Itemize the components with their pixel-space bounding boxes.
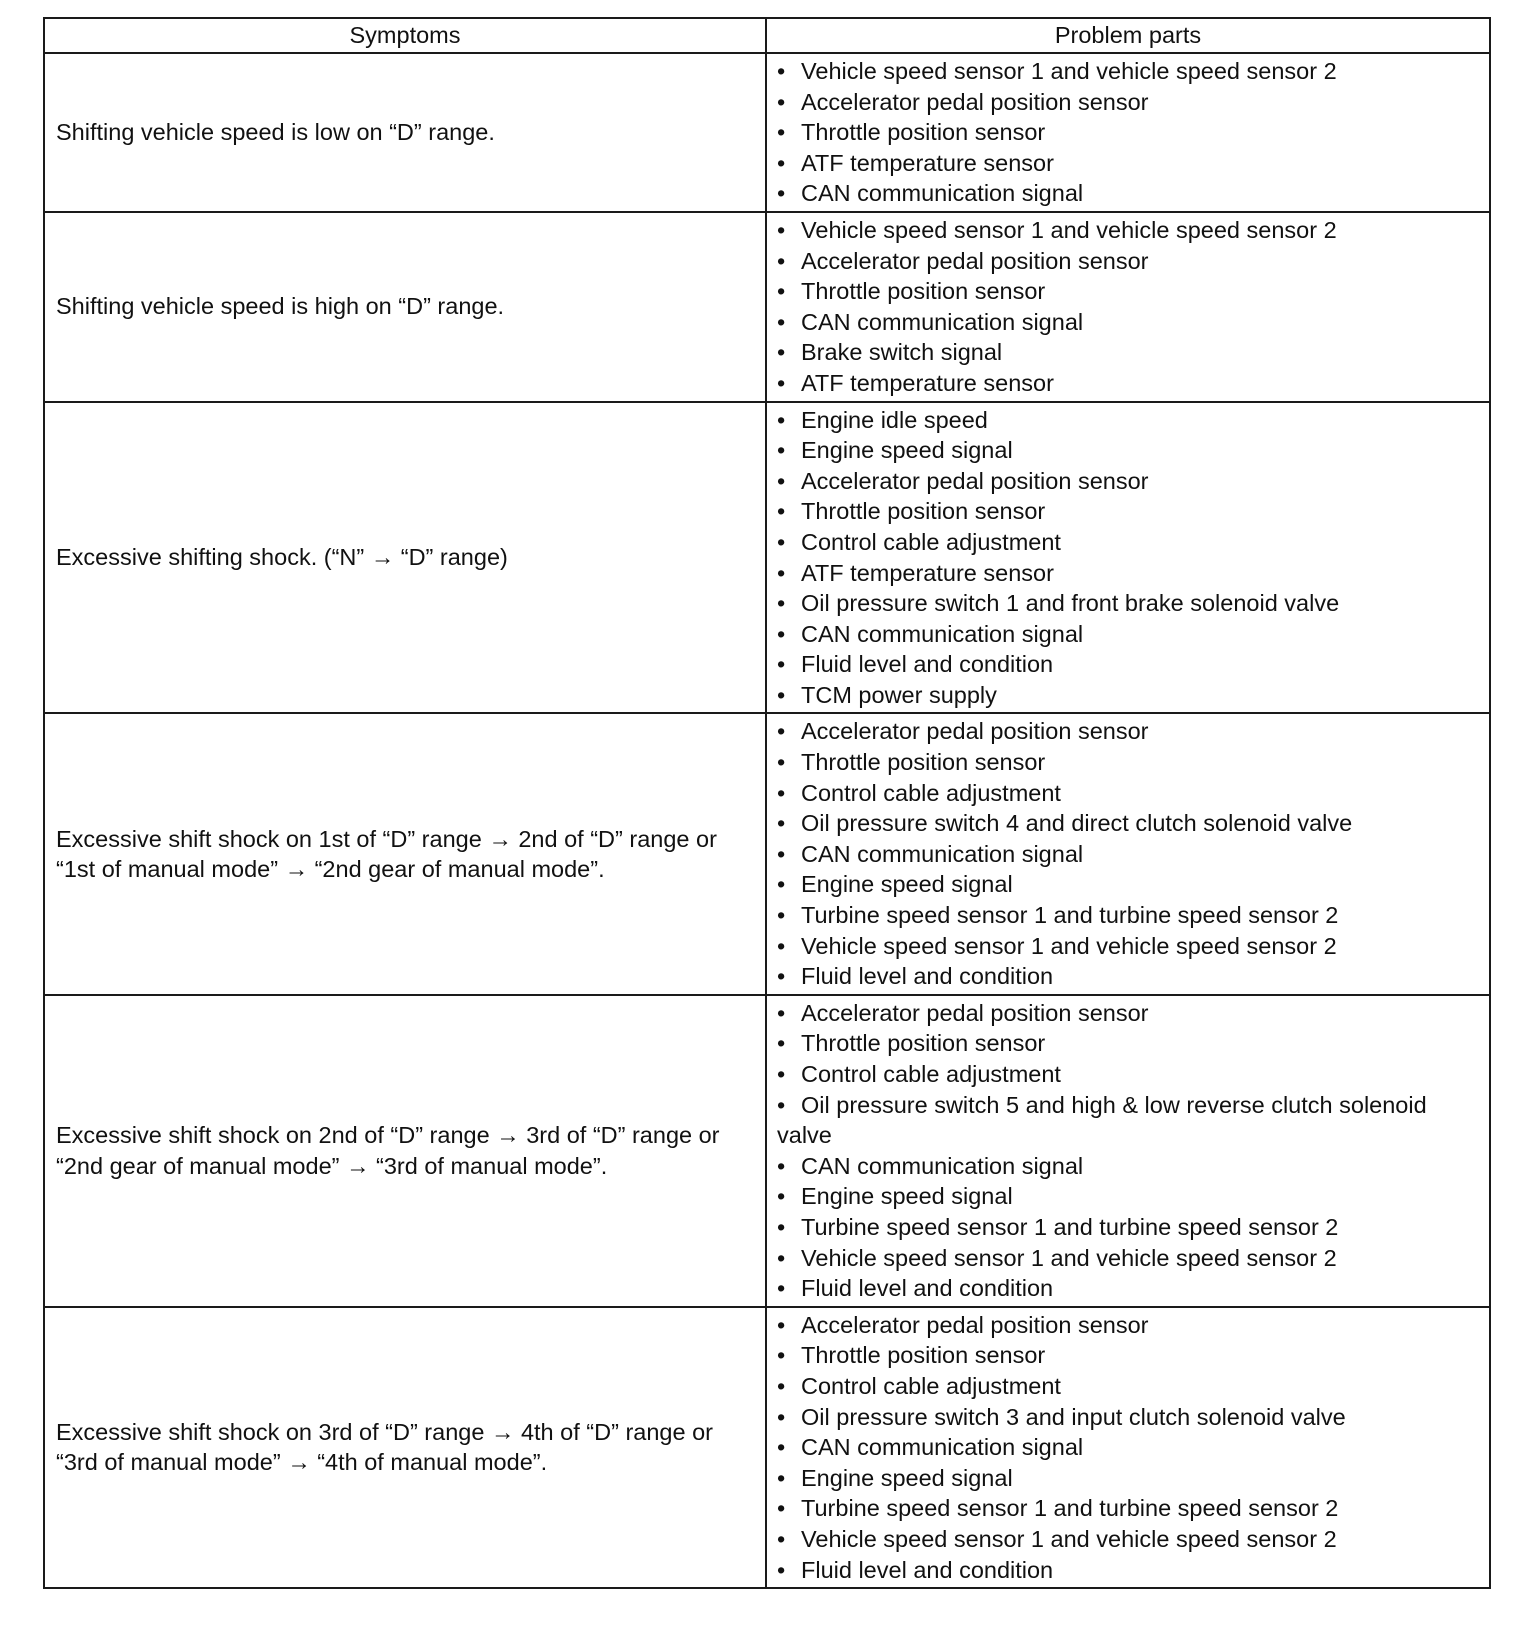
bullet-icon: •: [777, 149, 786, 176]
table-row: [44, 402, 1490, 714]
symptom-text-line: “2nd gear of manual mode” → “3rd of manual mode”.: [56, 1152, 608, 1179]
bullet-icon: •: [777, 119, 786, 146]
symptom-cell: [44, 713, 766, 994]
bullet-icon: •: [777, 871, 786, 898]
bullet-icon: •: [777, 88, 786, 115]
problem-part-text: Fluid level and condition: [801, 1275, 1054, 1302]
bullet-icon: •: [777, 1525, 786, 1552]
problem-part-text: Turbine speed sensor 1 and turbine speed sensor 2: [801, 1213, 1339, 1240]
bullet-icon: •: [777, 369, 786, 396]
problem-part-text: Accelerator pedal position sensor: [801, 999, 1149, 1026]
bullet-icon: •: [777, 406, 786, 433]
problem-part-item: [777, 1090, 1479, 1151]
problem-part-text: CAN communication signal: [801, 180, 1084, 207]
bullet-icon: •: [777, 1030, 786, 1057]
problem-part-item: [777, 1181, 1479, 1212]
problem-parts-list: [777, 1310, 1479, 1585]
problem-part-item: [777, 276, 1479, 307]
problem-part-text: Turbine speed sensor 1 and turbine speed sensor 2: [801, 1495, 1339, 1522]
problem-part-item: [777, 931, 1479, 962]
symptom-cell: [44, 995, 766, 1307]
symptom-table-container: [43, 17, 1489, 1589]
problem-part-text: Vehicle speed sensor 1 and vehicle speed sensor 2: [801, 58, 1337, 84]
problem-part-text: Engine speed signal: [801, 1464, 1013, 1491]
problem-part-text: Vehicle speed sensor 1 and vehicle speed sensor 2: [801, 1525, 1337, 1552]
problem-part-text: Accelerator pedal position sensor: [801, 718, 1149, 745]
bullet-icon: •: [777, 1434, 786, 1461]
problem-part-item: [777, 87, 1479, 118]
bullet-icon: •: [777, 1372, 786, 1399]
symptom-text-line: Shifting vehicle speed is low on “D” range.: [56, 119, 495, 146]
bullet-icon: •: [777, 1213, 786, 1240]
problem-part-item: [777, 496, 1479, 527]
problem-part-item: [777, 368, 1479, 399]
problem-parts-cell: [766, 713, 1490, 994]
problem-part-item: [777, 1371, 1479, 1402]
problem-part-item: [777, 405, 1479, 436]
problem-part-item: [777, 778, 1479, 809]
symptom-text-line: “1st of manual mode” → “2nd gear of manual mode”.: [56, 856, 605, 883]
symptoms-column-header: Symptoms: [44, 18, 766, 53]
bullet-icon: •: [777, 1275, 786, 1302]
problem-part-item: [777, 1028, 1479, 1059]
problem-part-item: [777, 1340, 1479, 1371]
bullet-icon: •: [777, 963, 786, 990]
problem-part-item: [777, 337, 1479, 368]
problem-part-text: Throttle position sensor: [801, 749, 1046, 776]
problem-part-item: [777, 1555, 1479, 1586]
problem-parts-cell: [766, 995, 1490, 1307]
problem-part-item: [777, 1151, 1479, 1182]
problem-parts-cell: [766, 53, 1490, 212]
problem-part-text: Throttle position sensor: [801, 498, 1046, 525]
problem-part-item: [777, 1273, 1479, 1304]
bullet-icon: •: [777, 308, 786, 335]
problem-parts-cell: [766, 212, 1490, 402]
problem-part-item: [777, 1243, 1479, 1274]
problem-part-text: Accelerator pedal position sensor: [801, 88, 1149, 115]
bullet-icon: •: [777, 620, 786, 647]
problem-part-item: [777, 1212, 1479, 1243]
problem-part-item: [777, 307, 1479, 338]
problem-part-text: CAN communication signal: [801, 308, 1084, 335]
problem-part-item: [777, 246, 1479, 277]
symptom-text-line: Excessive shift shock on 1st of “D” range → 2nd of “D” range or: [56, 825, 717, 852]
problem-part-item: [777, 117, 1479, 148]
table-row: [44, 713, 1490, 994]
problem-part-item: [777, 1310, 1479, 1341]
bullet-icon: •: [777, 528, 786, 555]
problem-part-text: Turbine speed sensor 1 and turbine speed sensor 2: [801, 902, 1339, 929]
bullet-icon: •: [777, 1403, 786, 1430]
table-header-row: [44, 18, 1490, 53]
bullet-icon: •: [777, 58, 786, 84]
symptom-cell: [44, 1307, 766, 1588]
problem-part-item: [777, 1402, 1479, 1433]
problem-part-item: [777, 998, 1479, 1029]
bullet-icon: •: [777, 1152, 786, 1179]
problem-part-item: [777, 619, 1479, 650]
problem-part-text: Control cable adjustment: [801, 1372, 1061, 1399]
problem-parts-list: [777, 215, 1479, 399]
problem-part-item: [777, 900, 1479, 931]
bullet-icon: •: [777, 216, 786, 243]
problem-parts-column-header: Problem parts: [766, 18, 1490, 53]
problem-parts-list: [777, 56, 1479, 209]
bullet-icon: •: [777, 902, 786, 929]
problem-part-text: Oil pressure switch 3 and input clutch solenoid valve: [801, 1403, 1346, 1430]
bullet-icon: •: [777, 1061, 786, 1087]
table-row: [44, 995, 1490, 1307]
bullet-icon: •: [777, 467, 786, 494]
bullet-icon: •: [777, 559, 786, 586]
problem-part-text: CAN communication signal: [801, 620, 1084, 647]
table-row: [44, 212, 1490, 402]
bullet-icon: •: [777, 498, 786, 525]
problem-part-text: Vehicle speed sensor 1 and vehicle speed sensor 2: [801, 1244, 1337, 1271]
problem-part-text: Oil pressure switch 5 and high & low reverse clutch solenoid valve: [777, 1091, 1427, 1149]
problem-part-text: Fluid level and condition: [801, 1556, 1054, 1583]
problem-part-text: Throttle position sensor: [801, 1342, 1046, 1369]
problem-parts-list: [777, 716, 1479, 991]
bullet-icon: •: [777, 437, 786, 464]
problem-part-text: TCM power supply: [801, 681, 997, 708]
problem-part-text: Oil pressure switch 4 and direct clutch solenoid valve: [801, 810, 1353, 837]
problem-part-text: Accelerator pedal position sensor: [801, 247, 1149, 274]
problem-part-item: [777, 1432, 1479, 1463]
problem-part-item: [777, 527, 1479, 558]
table-row: [44, 1307, 1490, 1588]
symptom-text-line: Excessive shifting shock. (“N” → “D” range): [56, 544, 508, 571]
bullet-icon: •: [777, 1556, 786, 1583]
bullet-icon: •: [777, 1464, 786, 1491]
bullet-icon: •: [777, 1183, 786, 1210]
problem-part-text: Control cable adjustment: [801, 779, 1061, 806]
problem-part-item: [777, 56, 1479, 87]
bullet-icon: •: [777, 278, 786, 305]
problem-parts-cell: [766, 402, 1490, 714]
table-row: [44, 53, 1490, 212]
problem-part-item: [777, 680, 1479, 711]
bullet-icon: •: [777, 779, 786, 806]
problem-part-item: [777, 215, 1479, 246]
problem-part-text: Accelerator pedal position sensor: [801, 1311, 1149, 1338]
bullet-icon: •: [777, 1342, 786, 1369]
problem-part-item: [777, 1493, 1479, 1524]
bullet-icon: •: [777, 1091, 786, 1118]
bullet-icon: •: [777, 999, 786, 1026]
problem-part-text: CAN communication signal: [801, 1152, 1084, 1179]
problem-part-item: [777, 1524, 1479, 1555]
problem-part-item: [777, 466, 1479, 497]
problem-part-text: ATF temperature sensor: [801, 559, 1054, 586]
problem-part-text: Vehicle speed sensor 1 and vehicle speed sensor 2: [801, 216, 1337, 243]
table-body: [44, 53, 1490, 1588]
problem-part-text: Vehicle speed sensor 1 and vehicle speed sensor 2: [801, 932, 1337, 959]
symptom-text-line: Shifting vehicle speed is high on “D” range.: [56, 293, 505, 320]
problem-part-item: [777, 1059, 1479, 1090]
bullet-icon: •: [777, 651, 786, 678]
problem-part-item: [777, 1463, 1479, 1494]
problem-part-text: CAN communication signal: [801, 840, 1084, 867]
problem-part-text: Accelerator pedal position sensor: [801, 467, 1149, 494]
bullet-icon: •: [777, 180, 786, 207]
bullet-icon: •: [777, 810, 786, 837]
problem-part-item: [777, 649, 1479, 680]
bullet-icon: •: [777, 749, 786, 776]
problem-part-text: Oil pressure switch 1 and front brake solenoid valve: [801, 590, 1340, 617]
bullet-icon: •: [777, 1244, 786, 1271]
bullet-icon: •: [777, 590, 786, 617]
problem-part-text: Throttle position sensor: [801, 119, 1046, 146]
symptom-text-line: Excessive shift shock on 3rd of “D” range → 4th of “D” range or: [56, 1418, 713, 1445]
symptom-cell: [44, 212, 766, 402]
problem-parts-list: [777, 998, 1479, 1304]
symptom-cell: [44, 402, 766, 714]
problem-part-item: [777, 178, 1479, 209]
problem-part-text: Engine speed signal: [801, 437, 1013, 464]
problem-part-item: [777, 588, 1479, 619]
problem-part-text: Engine speed signal: [801, 1183, 1013, 1210]
problem-part-item: [777, 961, 1479, 992]
problem-part-item: [777, 869, 1479, 900]
symptom-text-line: Excessive shift shock on 2nd of “D” range → 3rd of “D” range or: [56, 1122, 720, 1149]
symptoms-problem-parts-table: [43, 17, 1491, 1589]
problem-part-text: Brake switch signal: [801, 339, 1003, 366]
problem-part-item: [777, 808, 1479, 839]
problem-part-text: Fluid level and condition: [801, 651, 1054, 678]
problem-part-item: [777, 558, 1479, 589]
problem-part-text: Engine speed signal: [801, 871, 1013, 898]
bullet-icon: •: [777, 718, 786, 745]
problem-part-item: [777, 435, 1479, 466]
problem-part-text: Control cable adjustment: [801, 1061, 1061, 1087]
symptom-cell: [44, 53, 766, 212]
problem-part-item: [777, 148, 1479, 179]
problem-parts-cell: [766, 1307, 1490, 1588]
problem-part-text: Throttle position sensor: [801, 1030, 1046, 1057]
problem-part-text: ATF temperature sensor: [801, 369, 1054, 396]
bullet-icon: •: [777, 1311, 786, 1338]
problem-part-text: ATF temperature sensor: [801, 149, 1054, 176]
bullet-icon: •: [777, 247, 786, 274]
problem-part-text: Engine idle speed: [801, 406, 988, 433]
problem-part-item: [777, 747, 1479, 778]
problem-part-text: Throttle position sensor: [801, 278, 1046, 305]
bullet-icon: •: [777, 840, 786, 867]
problem-parts-list: [777, 405, 1479, 711]
symptom-text-line: “3rd of manual mode” → “4th of manual mode”.: [56, 1449, 548, 1476]
bullet-icon: •: [777, 681, 786, 708]
problem-part-item: [777, 716, 1479, 747]
problem-part-text: Control cable adjustment: [801, 528, 1061, 555]
bullet-icon: •: [777, 1495, 786, 1522]
bullet-icon: •: [777, 932, 786, 959]
problem-part-text: CAN communication signal: [801, 1434, 1084, 1461]
bullet-icon: •: [777, 339, 786, 366]
problem-part-text: Fluid level and condition: [801, 963, 1054, 990]
problem-part-item: [777, 839, 1479, 870]
